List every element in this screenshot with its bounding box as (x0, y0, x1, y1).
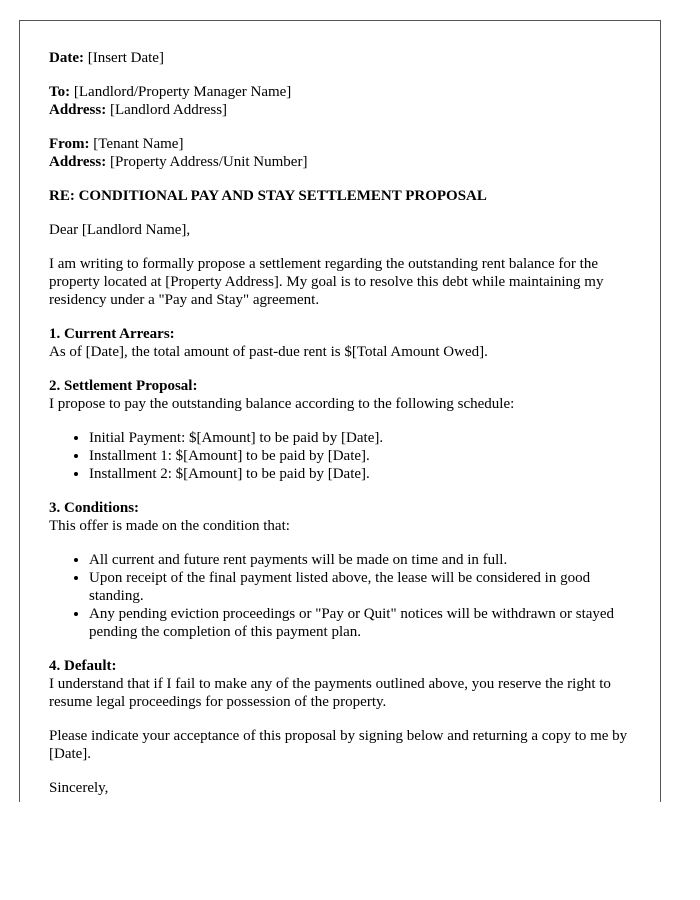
to-label: To: (49, 84, 71, 100)
to-address-value: [Landlord Address] (109, 102, 228, 118)
intro-paragraph: I am writing to formally propose a settlement regarding the outstanding rent balance for the property located at [Property Address]. My goal is to resolve this debt while maintaining my residency under a "Pay and Stay" agreement. (49, 256, 604, 308)
section-text: I propose to pay the outstanding balance according to the following schedule: (49, 396, 515, 412)
list-item: • Installment 2: $[Amount] to be paid by [Date]. (89, 465, 631, 483)
from-label: From: (49, 136, 90, 152)
conditions-list (49, 551, 631, 641)
list-item: • Installment 1: $[Amount] to be paid by [Date]. (89, 447, 631, 465)
section-current-arrears (49, 325, 631, 361)
section-settlement-proposal (49, 377, 631, 483)
section-heading: 3. Conditions: (49, 500, 140, 516)
signoff: Sincerely, (49, 780, 109, 796)
to-line (49, 83, 631, 101)
sender-block (49, 135, 631, 171)
list-item: • Any pending eviction proceedings or "Pay or Quit" notices will be withdrawn or stayed pending the completion of this payment plan. (89, 605, 631, 641)
subject-line: RE: CONDITIONAL PAY AND STAY SETTLEMENT PROPOSAL (49, 188, 487, 204)
from-address-line (49, 153, 631, 171)
recipient-block (49, 83, 631, 119)
to-value: [Landlord/Property Manager Name] (73, 84, 292, 100)
to-address-line (49, 101, 631, 119)
from-line (49, 135, 631, 153)
date-value: [Insert Date] (87, 50, 164, 66)
from-value: [Tenant Name] (93, 136, 184, 152)
date-line (49, 49, 631, 67)
section-text: This offer is made on the condition that: (49, 518, 290, 534)
salutation: Dear [Landlord Name], (49, 222, 191, 238)
list-item: • Upon receipt of the final payment listed above, the lease will be considered in good standing. (89, 569, 631, 605)
section-heading: 4. Default: (49, 658, 117, 674)
closing-request: Please indicate your acceptance of this proposal by signing below and returning a copy to me by [Date]. (49, 728, 628, 762)
payment-schedule-list (49, 429, 631, 483)
section-conditions (49, 499, 631, 641)
from-address-value: [Property Address/Unit Number] (109, 154, 308, 170)
section-heading: 2. Settlement Proposal: (49, 378, 198, 394)
section-heading: 1. Current Arrears: (49, 326, 175, 342)
to-address-label: Address: (49, 102, 107, 118)
section-default (49, 657, 631, 711)
section-text: As of [Date], the total amount of past-due rent is $[Total Amount Owed]. (49, 344, 488, 360)
date-label: Date: (49, 50, 84, 66)
list-item: • Initial Payment: $[Amount] to be paid by [Date]. (89, 429, 631, 447)
letter-page (19, 20, 661, 802)
from-address-label: Address: (49, 154, 107, 170)
list-item: • All current and future rent payments will be made on time and in full. (89, 551, 631, 569)
section-text: I understand that if I fail to make any of the payments outlined above, you reserve the right to resume legal proceedings for possession of the property. (49, 676, 611, 710)
